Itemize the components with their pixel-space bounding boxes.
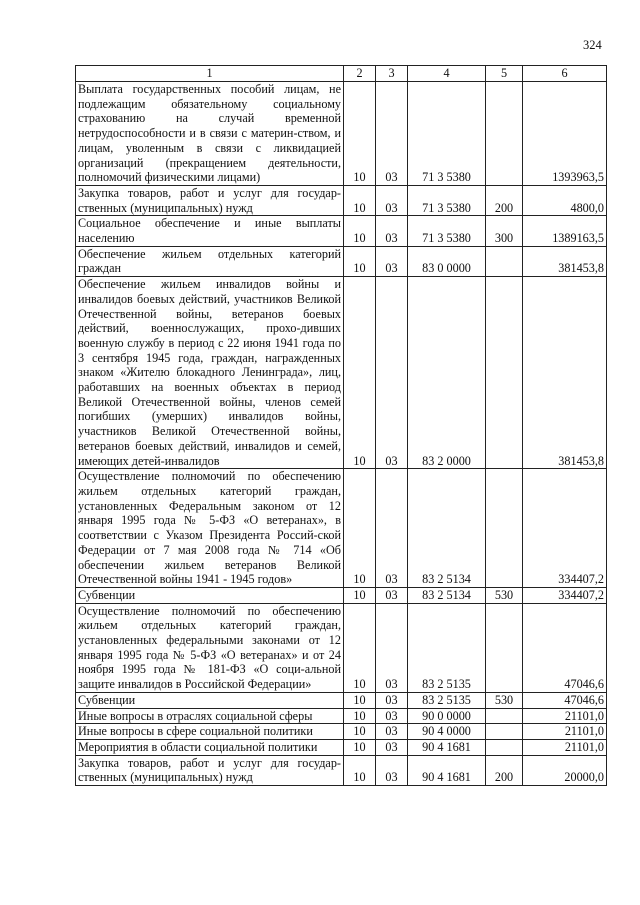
row-target-article: 83 2 0000: [408, 277, 486, 469]
table-row: [76, 246, 607, 276]
row-target-article: 83 2 5134: [408, 587, 486, 603]
row-description: Осуществление полномочий по обеспечению жильем отдельных категорий граждан, установленных Федеральным законом от 12 января 1995 года № 5-ФЗ «О ветеранах», в соответствии с Указом Президента Россий-ской Федерации от 7 мая 2008 года № 714 «Об обеспечении жильем ветеранов Великой Отечественной войны 1941 - 1945 годов»: [76, 469, 344, 588]
table-row: [76, 692, 607, 708]
row-expense-type: [486, 82, 523, 186]
row-subsection: 03: [376, 246, 408, 276]
row-subsection: 03: [376, 692, 408, 708]
row-subsection: 03: [376, 82, 408, 186]
row-expense-type: 300: [486, 216, 523, 246]
row-target-article: 90 4 1681: [408, 755, 486, 785]
row-section: 10: [344, 708, 376, 724]
row-expense-type: 530: [486, 587, 523, 603]
row-amount: 334407,2: [523, 469, 607, 588]
row-description: Субвенции: [76, 587, 344, 603]
header-row: [76, 66, 607, 82]
table-row: [76, 587, 607, 603]
row-subsection: 03: [376, 708, 408, 724]
row-description: Социальное обеспечение и иные выплаты населению: [76, 216, 344, 246]
row-section: 10: [344, 185, 376, 215]
row-description: Обеспечение жильем отдельных категорий граждан: [76, 246, 344, 276]
row-subsection: 03: [376, 469, 408, 588]
row-target-article: 90 0 0000: [408, 708, 486, 724]
row-target-article: 83 2 5135: [408, 692, 486, 708]
row-description: Закупка товаров, работ и услуг для государ-ственных (муниципальных) нужд: [76, 185, 344, 215]
row-expense-type: 530: [486, 692, 523, 708]
row-target-article: 90 4 1681: [408, 739, 486, 755]
row-expense-type: [486, 708, 523, 724]
row-description: Субвенции: [76, 692, 344, 708]
row-section: 10: [344, 724, 376, 740]
header-col-6: 6: [523, 66, 607, 82]
row-description: Выплата государственных пособий лицам, не подлежащим обязательному социальному страхованию на случай временной нетрудоспособности и в связи с материн-ством, и лицам, уволенным в связи с ликвидацией организаций (прекращением деятельности, полномочий физическими лицами): [76, 82, 344, 186]
table-body: [76, 82, 607, 786]
row-subsection: 03: [376, 277, 408, 469]
row-subsection: 03: [376, 603, 408, 692]
table-row: [76, 708, 607, 724]
row-section: 10: [344, 587, 376, 603]
row-target-article: 71 3 5380: [408, 216, 486, 246]
row-description: Мероприятия в области социальной политики: [76, 739, 344, 755]
row-subsection: 03: [376, 739, 408, 755]
row-amount: 1393963,5: [523, 82, 607, 186]
table-row: [76, 603, 607, 692]
table-row: [76, 216, 607, 246]
row-expense-type: [486, 724, 523, 740]
row-description: Закупка товаров, работ и услуг для государ-ственных (муниципальных) нужд: [76, 755, 344, 785]
row-amount: 47046,6: [523, 603, 607, 692]
header-col-3: 3: [376, 66, 408, 82]
row-subsection: 03: [376, 724, 408, 740]
row-target-article: 71 3 5380: [408, 82, 486, 186]
row-section: 10: [344, 216, 376, 246]
row-target-article: 83 0 0000: [408, 246, 486, 276]
row-subsection: 03: [376, 755, 408, 785]
budget-table: [75, 65, 607, 786]
row-target-article: 71 3 5380: [408, 185, 486, 215]
header-col-2: 2: [344, 66, 376, 82]
table-row: [76, 185, 607, 215]
row-target-article: 83 2 5135: [408, 603, 486, 692]
row-target-article: 83 2 5134: [408, 469, 486, 588]
row-expense-type: [486, 739, 523, 755]
row-section: 10: [344, 755, 376, 785]
table-row: [76, 724, 607, 740]
row-section: 10: [344, 246, 376, 276]
row-amount: 20000,0: [523, 755, 607, 785]
row-expense-type: [486, 246, 523, 276]
row-section: 10: [344, 277, 376, 469]
row-section: 10: [344, 82, 376, 186]
row-subsection: 03: [376, 587, 408, 603]
row-section: 10: [344, 603, 376, 692]
table-row: [76, 739, 607, 755]
row-subsection: 03: [376, 216, 408, 246]
row-expense-type: [486, 603, 523, 692]
row-section: 10: [344, 469, 376, 588]
header-col-1: 1: [76, 66, 344, 82]
row-amount: 1389163,5: [523, 216, 607, 246]
row-amount: 47046,6: [523, 692, 607, 708]
row-amount: 21101,0: [523, 708, 607, 724]
row-expense-type: 200: [486, 185, 523, 215]
row-description: Осуществление полномочий по обеспечению жильем отдельных категорий граждан, установленных федеральными законами от 12 января 1995 года № 5-ФЗ «О ветеранах» и от 24 ноября 1995 года № 181-ФЗ «О соци-альной защите инвалидов в Российской Федерации»: [76, 603, 344, 692]
row-amount: 381453,8: [523, 246, 607, 276]
row-section: 10: [344, 692, 376, 708]
row-expense-type: [486, 277, 523, 469]
row-expense-type: [486, 469, 523, 588]
row-description: Обеспечение жильем инвалидов войны и инвалидов боевых действий, участников Великой Отечественной войны, ветеранов боевых действий, военнослужащих, прохо-дивших военную службу в период с 22 июня 1941 года по 3 сентября 1945 года, граждан, награжденных знаком «Жителю блокадного Ленинграда», лиц, работавших на военных объектах в период Великой Отечественной войны, членов семей погибших (умерших) инвалидов войны, участников Великой Отечественной войны, ветеранов боевых действий, инвалидов и семей, имеющих детей-инвалидов: [76, 277, 344, 469]
table-row: [76, 469, 607, 588]
table-row: [76, 755, 607, 785]
header-col-4: 4: [408, 66, 486, 82]
table-row: [76, 277, 607, 469]
table-row: [76, 82, 607, 186]
row-amount: 381453,8: [523, 277, 607, 469]
row-amount: 21101,0: [523, 739, 607, 755]
row-amount: 334407,2: [523, 587, 607, 603]
header-col-5: 5: [486, 66, 523, 82]
page-number: 324: [583, 38, 602, 52]
row-target-article: 90 4 0000: [408, 724, 486, 740]
row-description: Иные вопросы в отраслях социальной сферы: [76, 708, 344, 724]
row-amount: 21101,0: [523, 724, 607, 740]
row-section: 10: [344, 739, 376, 755]
row-description: Иные вопросы в сфере социальной политики: [76, 724, 344, 740]
row-expense-type: 200: [486, 755, 523, 785]
row-amount: 4800,0: [523, 185, 607, 215]
row-subsection: 03: [376, 185, 408, 215]
